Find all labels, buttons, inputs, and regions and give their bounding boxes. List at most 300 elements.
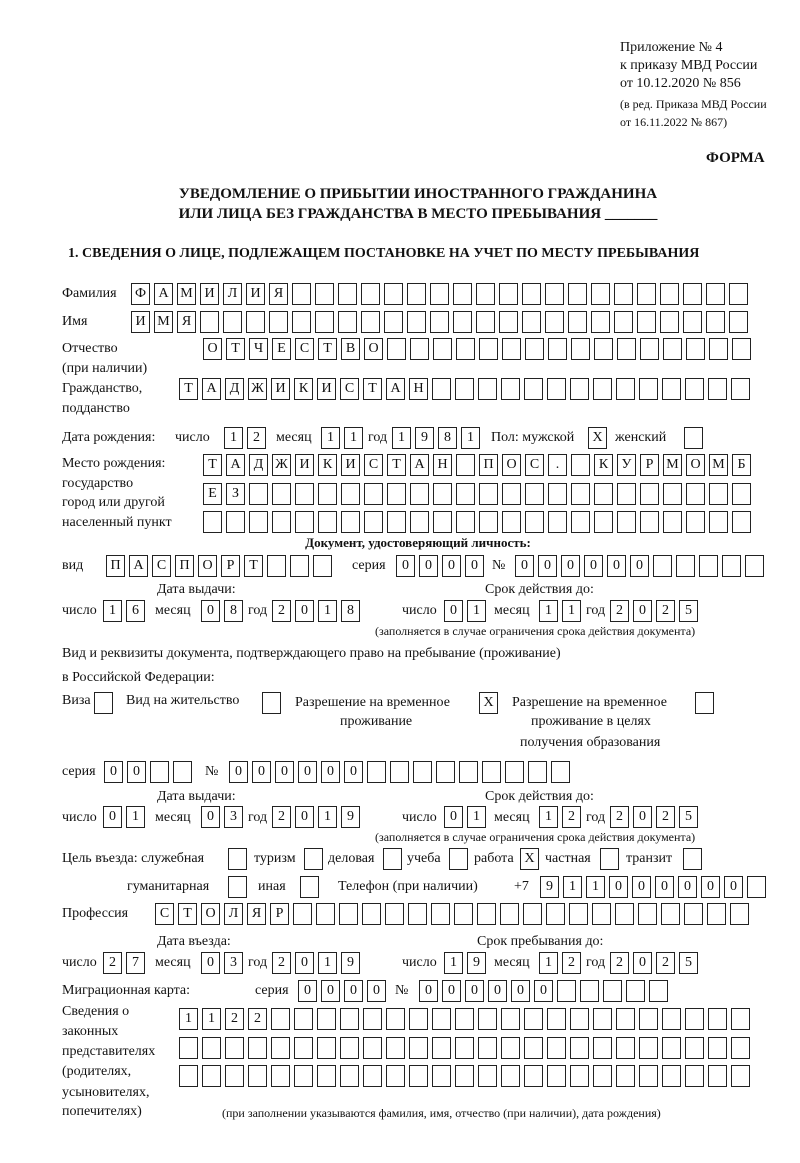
char-box[interactable]: У [617, 454, 636, 476]
char-box[interactable] [570, 378, 589, 400]
char-box[interactable] [478, 1008, 497, 1030]
checkbox[interactable]: X [479, 692, 498, 714]
char-box[interactable] [571, 511, 590, 533]
char-box[interactable] [594, 338, 613, 360]
char-box[interactable]: И [246, 283, 265, 305]
char-box[interactable]: 0 [295, 952, 314, 974]
char-box[interactable]: 0 [584, 555, 603, 577]
char-box[interactable] [637, 283, 656, 305]
char-box[interactable] [361, 283, 380, 305]
char-box[interactable]: 0 [201, 806, 220, 828]
char-box[interactable]: 1 [224, 427, 243, 449]
birth-day-field[interactable] [224, 427, 266, 449]
char-box[interactable]: 1 [539, 806, 558, 828]
char-box[interactable]: 0 [465, 555, 484, 577]
char-box[interactable]: 2 [272, 806, 291, 828]
char-box[interactable] [660, 283, 679, 305]
purpose-official-checkbox[interactable] [228, 848, 247, 870]
char-box[interactable]: 0 [465, 980, 484, 1002]
char-box[interactable] [524, 1037, 543, 1059]
char-box[interactable] [456, 483, 475, 505]
checkbox[interactable] [94, 692, 113, 714]
char-box[interactable]: Я [177, 311, 196, 333]
char-box[interactable] [432, 378, 451, 400]
char-box[interactable]: 0 [444, 806, 463, 828]
char-box[interactable]: 2 [610, 952, 629, 974]
char-box[interactable] [591, 311, 610, 333]
char-box[interactable]: Р [640, 454, 659, 476]
char-box[interactable] [384, 311, 403, 333]
char-box[interactable]: В [341, 338, 360, 360]
char-box[interactable] [729, 283, 748, 305]
char-box[interactable]: 2 [610, 600, 629, 622]
char-box[interactable] [616, 1037, 635, 1059]
checkbox[interactable] [683, 848, 702, 870]
char-box[interactable] [390, 761, 409, 783]
char-box[interactable] [591, 283, 610, 305]
char-box[interactable] [341, 483, 360, 505]
char-box[interactable] [661, 903, 680, 925]
char-box[interactable] [603, 980, 622, 1002]
char-box[interactable]: М [154, 311, 173, 333]
char-box[interactable]: 0 [678, 876, 697, 898]
char-box[interactable]: 0 [630, 555, 649, 577]
id-valid-day[interactable] [444, 600, 486, 622]
char-box[interactable] [361, 311, 380, 333]
char-box[interactable]: Б [732, 454, 751, 476]
temp-permit-checkbox[interactable] [479, 692, 498, 714]
char-box[interactable] [436, 761, 455, 783]
char-box[interactable] [522, 311, 541, 333]
char-box[interactable]: О [201, 903, 220, 925]
char-box[interactable] [271, 1008, 290, 1030]
char-box[interactable] [455, 1008, 474, 1030]
char-box[interactable] [430, 283, 449, 305]
char-box[interactable] [290, 555, 309, 577]
char-box[interactable]: Т [363, 378, 382, 400]
char-box[interactable] [732, 511, 751, 533]
char-box[interactable]: 0 [419, 555, 438, 577]
char-box[interactable]: 2 [610, 806, 629, 828]
checkbox[interactable] [304, 848, 323, 870]
char-box[interactable]: 0 [609, 876, 628, 898]
char-box[interactable] [453, 311, 472, 333]
char-box[interactable] [430, 311, 449, 333]
char-box[interactable] [683, 311, 702, 333]
char-box[interactable] [292, 283, 311, 305]
char-box[interactable] [616, 1008, 635, 1030]
char-box[interactable] [340, 1008, 359, 1030]
char-box[interactable] [456, 511, 475, 533]
checkbox[interactable]: X [520, 848, 539, 870]
char-box[interactable]: 3 [224, 806, 243, 828]
stay-valid-month[interactable] [539, 806, 581, 828]
char-box[interactable]: 7 [126, 952, 145, 974]
char-box[interactable] [433, 511, 452, 533]
char-box[interactable] [522, 283, 541, 305]
char-box[interactable]: 5 [679, 806, 698, 828]
char-box[interactable] [571, 454, 590, 476]
representatives-row-3[interactable] [179, 1065, 750, 1087]
char-box[interactable] [615, 903, 634, 925]
char-box[interactable]: 1 [318, 600, 337, 622]
char-box[interactable]: С [525, 454, 544, 476]
char-box[interactable] [410, 483, 429, 505]
patronymic-field[interactable] [203, 338, 751, 360]
char-box[interactable]: Т [178, 903, 197, 925]
char-box[interactable] [318, 483, 337, 505]
birthplace-row-3[interactable] [203, 511, 751, 533]
char-box[interactable] [594, 483, 613, 505]
char-box[interactable] [685, 1008, 704, 1030]
char-box[interactable]: 2 [247, 427, 266, 449]
char-box[interactable]: 9 [540, 876, 559, 898]
char-box[interactable]: 2 [272, 600, 291, 622]
char-box[interactable] [384, 283, 403, 305]
char-box[interactable]: М [663, 454, 682, 476]
stay-valid-day[interactable] [444, 806, 486, 828]
char-box[interactable] [479, 483, 498, 505]
char-box[interactable] [385, 903, 404, 925]
char-box[interactable] [684, 903, 703, 925]
char-box[interactable]: 0 [295, 600, 314, 622]
char-box[interactable]: . [548, 454, 567, 476]
char-box[interactable] [363, 1008, 382, 1030]
char-box[interactable] [639, 1037, 658, 1059]
char-box[interactable] [594, 511, 613, 533]
char-box[interactable] [551, 761, 570, 783]
edu-permit-checkbox[interactable] [695, 692, 714, 714]
char-box[interactable] [499, 311, 518, 333]
char-box[interactable] [150, 761, 169, 783]
char-box[interactable]: К [318, 454, 337, 476]
char-box[interactable] [548, 338, 567, 360]
char-box[interactable]: 0 [295, 806, 314, 828]
char-box[interactable]: 0 [488, 980, 507, 1002]
char-box[interactable] [708, 1065, 727, 1087]
char-box[interactable] [482, 761, 501, 783]
char-box[interactable] [407, 311, 426, 333]
char-box[interactable] [569, 903, 588, 925]
char-box[interactable]: Т [203, 454, 222, 476]
char-box[interactable] [364, 511, 383, 533]
char-box[interactable]: М [177, 283, 196, 305]
char-box[interactable] [200, 311, 219, 333]
char-box[interactable]: 1 [444, 952, 463, 974]
char-box[interactable] [663, 338, 682, 360]
char-box[interactable]: С [295, 338, 314, 360]
char-box[interactable]: И [271, 378, 290, 400]
char-box[interactable] [479, 511, 498, 533]
char-box[interactable] [295, 511, 314, 533]
char-box[interactable]: Я [247, 903, 266, 925]
char-box[interactable] [453, 283, 472, 305]
char-box[interactable] [662, 1008, 681, 1030]
char-box[interactable] [731, 1037, 750, 1059]
id-kind-field[interactable] [106, 555, 332, 577]
char-box[interactable] [456, 338, 475, 360]
char-box[interactable] [708, 1008, 727, 1030]
char-box[interactable] [745, 555, 764, 577]
char-box[interactable]: 0 [396, 555, 415, 577]
id-valid-month[interactable] [539, 600, 581, 622]
char-box[interactable]: М [709, 454, 728, 476]
char-box[interactable]: Ж [272, 454, 291, 476]
id-issue-year[interactable] [272, 600, 360, 622]
char-box[interactable] [570, 1065, 589, 1087]
migration-series-field[interactable] [298, 980, 386, 1002]
char-box[interactable] [707, 903, 726, 925]
char-box[interactable] [386, 1037, 405, 1059]
stay-until-year[interactable] [610, 952, 698, 974]
char-box[interactable]: И [131, 311, 150, 333]
entry-day[interactable] [103, 952, 145, 974]
char-box[interactable] [676, 555, 695, 577]
char-box[interactable] [663, 483, 682, 505]
char-box[interactable]: О [502, 454, 521, 476]
char-box[interactable] [706, 311, 725, 333]
char-box[interactable] [502, 511, 521, 533]
char-box[interactable] [709, 338, 728, 360]
char-box[interactable] [528, 761, 547, 783]
char-box[interactable] [387, 511, 406, 533]
char-box[interactable] [638, 903, 657, 925]
char-box[interactable] [173, 761, 192, 783]
char-box[interactable] [409, 1065, 428, 1087]
char-box[interactable]: 2 [225, 1008, 244, 1030]
char-box[interactable] [568, 283, 587, 305]
char-box[interactable] [571, 483, 590, 505]
char-box[interactable] [248, 1037, 267, 1059]
char-box[interactable] [477, 903, 496, 925]
char-box[interactable] [568, 311, 587, 333]
char-box[interactable] [499, 283, 518, 305]
char-box[interactable] [660, 311, 679, 333]
char-box[interactable] [410, 511, 429, 533]
checkbox[interactable]: X [588, 427, 607, 449]
char-box[interactable]: 5 [679, 952, 698, 974]
char-box[interactable]: 6 [126, 600, 145, 622]
char-box[interactable]: Е [203, 483, 222, 505]
char-box[interactable] [547, 1037, 566, 1059]
birth-year-field[interactable] [392, 427, 480, 449]
char-box[interactable] [476, 283, 495, 305]
purpose-business-checkbox[interactable] [383, 848, 402, 870]
char-box[interactable] [548, 483, 567, 505]
char-box[interactable]: 0 [298, 761, 317, 783]
char-box[interactable] [340, 1037, 359, 1059]
char-box[interactable] [408, 903, 427, 925]
migration-number-field[interactable] [419, 980, 668, 1002]
char-box[interactable]: 1 [103, 600, 122, 622]
char-box[interactable]: С [340, 378, 359, 400]
char-box[interactable]: С [152, 555, 171, 577]
char-box[interactable] [338, 283, 357, 305]
char-box[interactable]: Е [272, 338, 291, 360]
char-box[interactable] [315, 311, 334, 333]
profession-field[interactable] [155, 903, 749, 925]
char-box[interactable] [272, 483, 291, 505]
char-box[interactable] [318, 511, 337, 533]
char-box[interactable]: 1 [318, 952, 337, 974]
char-box[interactable]: 2 [248, 1008, 267, 1030]
char-box[interactable] [294, 1065, 313, 1087]
char-box[interactable] [593, 1037, 612, 1059]
stay-issue-month[interactable] [201, 806, 243, 828]
char-box[interactable]: И [317, 378, 336, 400]
char-box[interactable] [709, 483, 728, 505]
char-box[interactable] [523, 903, 542, 925]
char-box[interactable]: 2 [656, 806, 675, 828]
char-box[interactable] [593, 1008, 612, 1030]
char-box[interactable] [248, 1065, 267, 1087]
char-box[interactable] [432, 1065, 451, 1087]
char-box[interactable]: 0 [229, 761, 248, 783]
char-box[interactable] [362, 903, 381, 925]
char-box[interactable]: П [175, 555, 194, 577]
char-box[interactable] [683, 283, 702, 305]
purpose-other-checkbox[interactable] [300, 876, 319, 898]
char-box[interactable]: А [154, 283, 173, 305]
char-box[interactable] [316, 903, 335, 925]
char-box[interactable]: 0 [321, 980, 340, 1002]
char-box[interactable]: Т [179, 378, 198, 400]
char-box[interactable] [616, 1065, 635, 1087]
char-box[interactable] [706, 283, 725, 305]
purpose-humanitarian-checkbox[interactable] [228, 876, 247, 898]
char-box[interactable] [317, 1008, 336, 1030]
char-box[interactable] [501, 1008, 520, 1030]
char-box[interactable]: 0 [104, 761, 123, 783]
id-valid-year[interactable] [610, 600, 698, 622]
char-box[interactable]: А [226, 454, 245, 476]
char-box[interactable] [640, 511, 659, 533]
name-field[interactable] [131, 311, 748, 333]
char-box[interactable]: 1 [586, 876, 605, 898]
char-box[interactable] [386, 1008, 405, 1030]
char-box[interactable]: 0 [724, 876, 743, 898]
char-box[interactable]: О [686, 454, 705, 476]
char-box[interactable] [179, 1037, 198, 1059]
char-box[interactable] [455, 1037, 474, 1059]
char-box[interactable] [729, 311, 748, 333]
char-box[interactable] [294, 1037, 313, 1059]
char-box[interactable]: 2 [656, 952, 675, 974]
char-box[interactable] [223, 311, 242, 333]
char-box[interactable] [432, 1008, 451, 1030]
id-issue-month[interactable] [201, 600, 243, 622]
char-box[interactable] [617, 511, 636, 533]
char-box[interactable] [455, 378, 474, 400]
sex-male-checkbox[interactable] [588, 427, 607, 449]
char-box[interactable] [269, 311, 288, 333]
char-box[interactable] [409, 1037, 428, 1059]
char-box[interactable] [626, 980, 645, 1002]
char-box[interactable] [501, 378, 520, 400]
checkbox[interactable] [383, 848, 402, 870]
char-box[interactable]: И [341, 454, 360, 476]
char-box[interactable]: Р [221, 555, 240, 577]
char-box[interactable] [571, 338, 590, 360]
char-box[interactable] [593, 1065, 612, 1087]
char-box[interactable]: 8 [224, 600, 243, 622]
char-box[interactable] [294, 1008, 313, 1030]
char-box[interactable] [730, 903, 749, 925]
char-box[interactable] [179, 1065, 198, 1087]
char-box[interactable]: Я [269, 283, 288, 305]
char-box[interactable]: К [294, 378, 313, 400]
char-box[interactable] [732, 483, 751, 505]
char-box[interactable] [363, 1065, 382, 1087]
stay-until-day[interactable] [444, 952, 486, 974]
char-box[interactable] [202, 1065, 221, 1087]
char-box[interactable] [731, 378, 750, 400]
char-box[interactable] [580, 980, 599, 1002]
char-box[interactable] [459, 761, 478, 783]
char-box[interactable]: 9 [415, 427, 434, 449]
char-box[interactable] [547, 1065, 566, 1087]
char-box[interactable] [592, 903, 611, 925]
char-box[interactable]: 8 [341, 600, 360, 622]
char-box[interactable] [386, 1065, 405, 1087]
char-box[interactable] [547, 378, 566, 400]
char-box[interactable] [500, 903, 519, 925]
char-box[interactable]: Т [226, 338, 245, 360]
char-box[interactable]: 0 [655, 876, 674, 898]
surname-field[interactable] [131, 283, 748, 305]
char-box[interactable]: Р [270, 903, 289, 925]
char-box[interactable] [662, 1065, 681, 1087]
char-box[interactable]: 1 [344, 427, 363, 449]
checkbox[interactable] [228, 876, 247, 898]
char-box[interactable] [731, 1008, 750, 1030]
char-box[interactable]: 0 [633, 806, 652, 828]
char-box[interactable]: 5 [679, 600, 698, 622]
char-box[interactable]: 0 [344, 980, 363, 1002]
char-box[interactable]: Ч [249, 338, 268, 360]
char-box[interactable] [722, 555, 741, 577]
char-box[interactable] [686, 511, 705, 533]
char-box[interactable] [363, 1037, 382, 1059]
char-box[interactable]: 0 [607, 555, 626, 577]
char-box[interactable]: Ф [131, 283, 150, 305]
char-box[interactable]: Т [244, 555, 263, 577]
char-box[interactable] [617, 338, 636, 360]
char-box[interactable]: 0 [701, 876, 720, 898]
char-box[interactable] [292, 311, 311, 333]
char-box[interactable] [570, 1037, 589, 1059]
char-box[interactable] [548, 511, 567, 533]
char-box[interactable] [524, 1065, 543, 1087]
char-box[interactable]: 9 [341, 952, 360, 974]
birthplace-row-2[interactable] [203, 483, 751, 505]
char-box[interactable] [525, 338, 544, 360]
char-box[interactable]: 0 [538, 555, 557, 577]
char-box[interactable] [639, 378, 658, 400]
char-box[interactable]: 1 [461, 427, 480, 449]
char-box[interactable]: 1 [467, 600, 486, 622]
char-box[interactable] [732, 338, 751, 360]
char-box[interactable] [340, 1065, 359, 1087]
char-box[interactable]: С [155, 903, 174, 925]
char-box[interactable] [225, 1065, 244, 1087]
char-box[interactable]: О [198, 555, 217, 577]
purpose-study-checkbox[interactable] [449, 848, 468, 870]
char-box[interactable] [662, 1037, 681, 1059]
char-box[interactable]: 0 [344, 761, 363, 783]
char-box[interactable]: 0 [201, 952, 220, 974]
char-box[interactable]: 0 [632, 876, 651, 898]
